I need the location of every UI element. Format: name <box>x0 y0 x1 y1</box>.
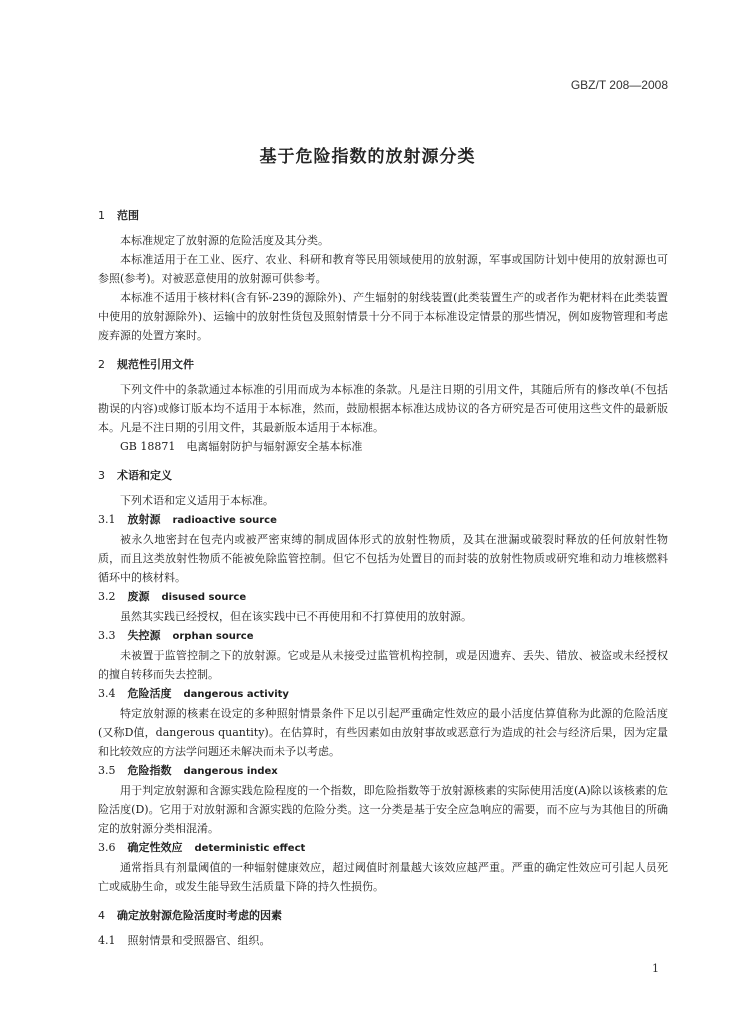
section-title: 确定放射源危险活度时考虑的因素 <box>117 909 282 922</box>
term-chinese: 放射源 <box>127 513 161 526</box>
paragraph: 下列文件中的条款通过本标准的引用而成为本标准的条款。凡是注日期的引用文件，其随后所有的修改单(不包括勘误的内容)或修订版本均不适用于本标准，然而，鼓励根据本标准达成协议的各方研究是否可使用这些文件的最新版本。凡是不注日期的引用文件，其最新版本适用于本标准。 <box>98 383 668 434</box>
section-heading <box>98 906 668 925</box>
subitem-number: 4.1 <box>98 934 116 947</box>
term-chinese: 确定性效应 <box>127 841 183 854</box>
term-english: disused source <box>161 592 247 603</box>
term-heading <box>98 626 668 646</box>
term-heading <box>98 587 668 607</box>
term-english: orphan source <box>172 631 254 642</box>
subitem <box>98 931 668 950</box>
document-body <box>98 200 668 950</box>
section-title: 术语和定义 <box>117 469 172 482</box>
paragraph: 下列术语和定义适用于本标准。 <box>120 494 274 507</box>
section-heading <box>98 466 668 485</box>
term-number: 3.6 <box>98 841 116 854</box>
term-definition: 被永久地密封在包壳内或被严密束缚的制成固体形式的放射性物质，及其在泄漏或破裂时释放的任何放射性物质，而且这类放射性物质不能被免除监管控制。但它不包括为处置目的而封装的放射性物质或研究堆和动力堆核燃料循环中的核材料。 <box>98 533 668 584</box>
term-english: dangerous activity <box>183 689 289 700</box>
section-heading <box>98 355 668 374</box>
paragraph: 本标准适用于在工业、医疗、农业、科研和教育等民用领域使用的放射源，军事或国防计划中使用的放射源也可参照(参考)。对被恶意使用的放射源可供参考。 <box>98 253 668 285</box>
section-title: 范围 <box>117 209 139 222</box>
document-title: 基于危险指数的放射源分类 <box>259 147 476 167</box>
section-title: 规范性引用文件 <box>117 358 194 371</box>
normative-reference: GB 18871 电离辐射防护与辐射源安全基本标准 <box>120 440 363 453</box>
term-english: radioactive source <box>172 515 277 526</box>
term-definition: 虽然其实践已经授权，但在该实践中已不再使用和不打算使用的放射源。 <box>120 610 472 623</box>
section-heading <box>98 206 668 225</box>
term-definition: 特定放射源的核素在设定的多种照射情景条件下足以引起严重确定性效应的最小活度估算值称为此源的危险活度(又称D值，dangerous quantity)。在估算时，有些因素如由放射事故或恶意行为造成的社会与经济后果，因为定量和比较效应的方法学问题还未解决而未予以考虑。 <box>98 707 668 758</box>
term-definition: 未被置于监管控制之下的放射源。它或是从未接受过监管机构控制，或是因遗弃、丢失、错放、被盗或未经授权的擅自转移而失去控制。 <box>98 649 668 681</box>
paragraph: 本标准规定了放射源的危险活度及其分类。 <box>120 234 329 247</box>
subitem-text: 照射情景和受照器官、组织。 <box>127 934 271 947</box>
standard-code: GBZ/T 208—2008 <box>570 78 668 92</box>
term-number: 3.5 <box>98 764 116 777</box>
term-chinese: 危险活度 <box>127 687 172 700</box>
section-number: 3 <box>98 469 105 482</box>
paragraph: 本标准不适用于核材料(含有钚-239的源除外)、产生辐射的射线装置(此类装置生产的或者作为靶材料在此类装置中使用的放射源除外)、运输中的放射性货包及照射情景十分不同于本标准设定情景的那些情况，例如废物管理和考虑废弃源的处置方案时。 <box>98 291 668 342</box>
term-number: 3.4 <box>98 687 116 700</box>
term-number: 3.2 <box>98 590 116 603</box>
term-heading <box>98 838 668 858</box>
section-number: 4 <box>98 909 105 922</box>
term-definition: 通常指具有剂量阈值的一种辐射健康效应，超过阈值时剂量越大该效应越严重。严重的确定性效应可引起人员死亡或威胁生命，或发生能导致生活质量下降的持久性损伤。 <box>98 861 668 893</box>
term-chinese: 危险指数 <box>127 764 172 777</box>
term-chinese: 失控源 <box>127 629 161 642</box>
term-english: dangerous index <box>183 766 278 777</box>
term-number: 3.3 <box>98 629 116 642</box>
section-number: 2 <box>98 358 105 371</box>
term-definition: 用于判定放射源和含源实践危险程度的一个指数，即危险指数等于放射源核素的实际使用活度(A)除以该核素的危险活度(D)。它用于对放射源和含源实践的危险分类。这一分类是基于安全应急响应的需要，而不应与为其他目的所确定的放射源分类相混淆。 <box>98 784 668 835</box>
page-number: 1 <box>652 962 659 975</box>
term-heading <box>98 684 668 704</box>
section-number: 1 <box>98 209 105 222</box>
term-english: deterministic effect <box>194 843 306 854</box>
term-number: 3.1 <box>98 513 116 526</box>
term-heading <box>98 510 668 530</box>
term-chinese: 废源 <box>127 590 150 603</box>
term-heading <box>98 761 668 781</box>
